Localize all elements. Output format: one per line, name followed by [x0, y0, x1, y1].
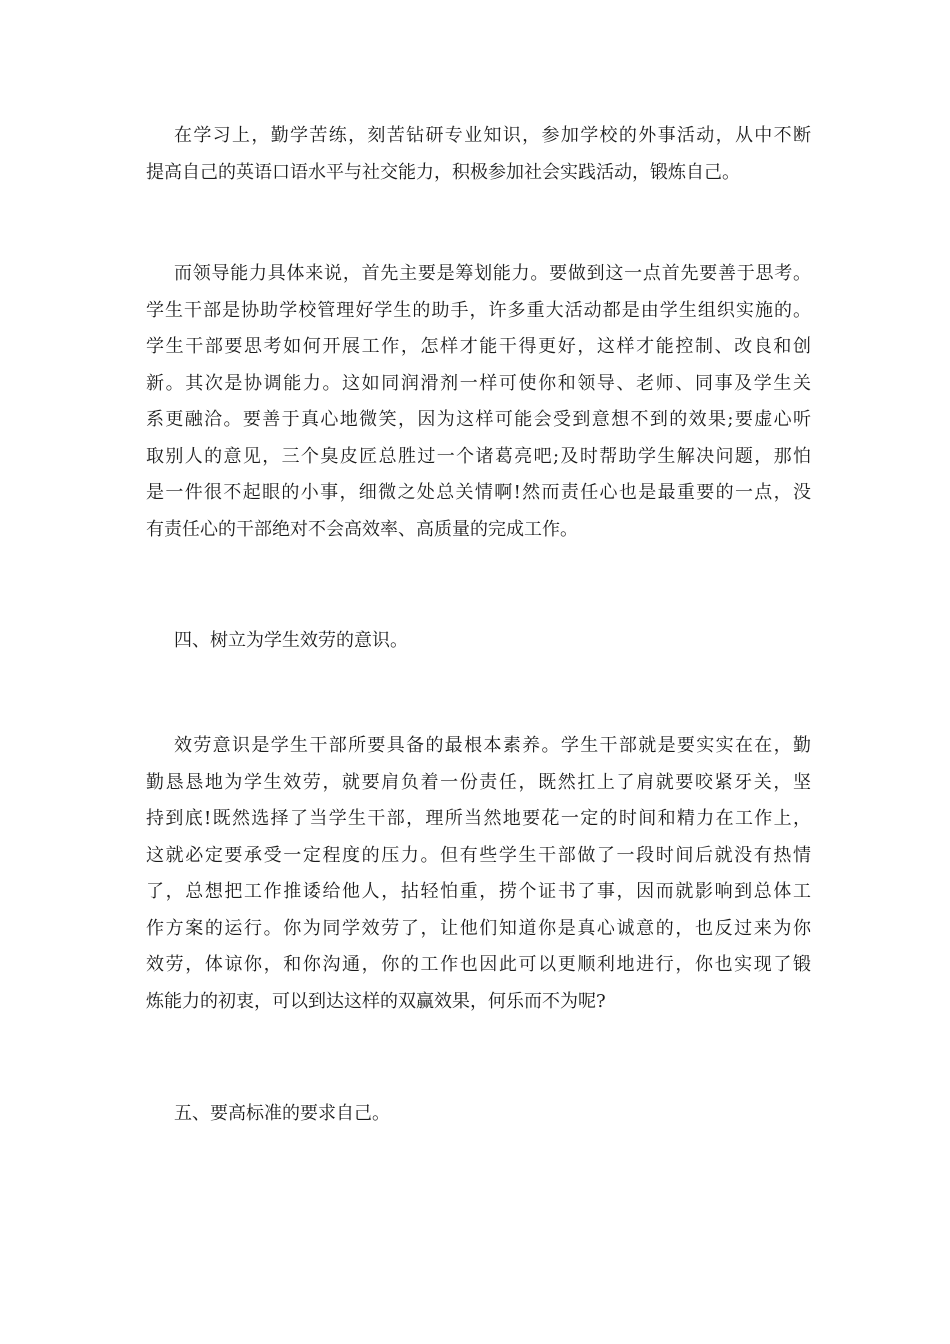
paragraph-line: 学生干部是协助学校管理好学生的助手，许多重大活动都是由学生组织实施的。 [146, 299, 811, 321]
paragraph-line: 效劳意识是学生干部所要具备的最根本素养。学生干部就是要实实在在，勤 [174, 735, 811, 756]
paragraph-line: 是一件很不起眼的小事，细微之处总关情啊!然而责任心也是最重要的一点，没 [146, 482, 811, 503]
paragraph-line: 有责任心的干部绝对不会高效率、高质量的完成工作。 [146, 518, 578, 540]
section-heading-four: 四、树立为学生效劳的意识。 [174, 630, 408, 651]
paragraph-line: 了，总想把工作推诿给他人，拈轻怕重，捞个证书了事，因而就影响到总体工 [146, 881, 811, 902]
paragraph-line: 而领导能力具体来说，首先主要是筹划能力。要做到这一点首先要善于思考。 [174, 263, 811, 284]
paragraph-line: 提高自己的英语口语水平与社交能力，积极参加社会实践活动，锻炼自己。 [146, 161, 740, 183]
paragraph-line: 持到底!既然选择了当学生干部，理所当然地要花一定的时间和精力在工作上， [146, 808, 811, 829]
paragraph-line: 学生干部要思考如何开展工作，怎样才能干得更好，这样才能控制、改良和创 [146, 336, 811, 357]
section-heading-five: 五、要高标准的要求自己。 [174, 1103, 390, 1124]
paragraph-line: 新。其次是协调能力。这如同润滑剂一样可使你和领导、老师、同事及学生关 [146, 372, 811, 394]
paragraph-line: 炼能力的初衷，可以到达这样的双赢效果，何乐而不为呢? [146, 990, 606, 1012]
paragraph-line: 作方案的运行。你为同学效劳了，让他们知道你是真心诚意的，也反过来为你 [146, 917, 811, 939]
paragraph-line: 效劳，体谅你，和你沟通，你的工作也因此可以更顺利地进行，你也实现了锻 [146, 954, 811, 975]
paragraph-line: 系更融洽。要善于真心地微笑，因为这样可能会受到意想不到的效果;要虚心听 [146, 409, 811, 430]
paragraph-line: 取别人的意见，三个臭皮匠总胜过一个诸葛亮吧;及时帮助学生解决问题，那怕 [146, 445, 811, 467]
paragraph-line: 这就必定要承受一定程度的压力。但有些学生干部做了一段时间后就没有热情 [146, 844, 811, 866]
paragraph-study [146, 118, 811, 191]
paragraph-line: 勤恳恳地为学生效劳，就要肩负着一份责任，既然扛上了肩就要咬紧牙关，坚 [146, 771, 811, 793]
paragraph-service [146, 728, 811, 1020]
paragraph-leadership [146, 256, 811, 548]
paragraph-line: 在学习上，勤学苦练，刻苦钻研专业知识，参加学校的外事活动，从中不断 [174, 125, 811, 146]
